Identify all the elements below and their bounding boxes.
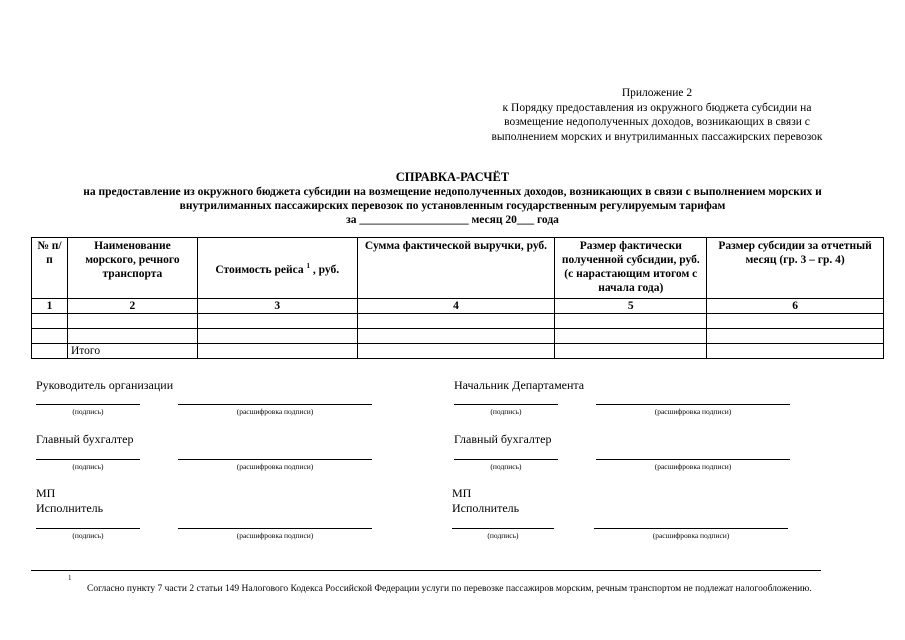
table-cell[interactable] — [357, 314, 555, 329]
table-cell[interactable] — [197, 329, 357, 344]
header-received-subsidy: Размер фактически полученной субсидии, руб. (с нарастающим итогом с начала года) — [555, 238, 707, 299]
signature-line — [36, 404, 140, 405]
decode-line — [594, 528, 788, 529]
caption-signature: (подпись) — [72, 531, 104, 540]
table-cell[interactable] — [32, 314, 68, 329]
table-cell[interactable] — [67, 314, 197, 329]
column-number: 2 — [67, 299, 197, 314]
chief-accountant-label: Главный бухгалтер — [36, 432, 134, 446]
caption-decode: (расшифровка подписи) — [652, 531, 730, 540]
footnote-mark: 1 — [68, 574, 72, 582]
table-row — [32, 314, 884, 329]
column-number: 6 — [707, 299, 884, 314]
decode-line — [178, 404, 372, 405]
document-subtitle — [0, 185, 905, 227]
table-cell[interactable] — [555, 314, 707, 329]
signature-line — [36, 528, 140, 529]
stamp-place-label: МП — [452, 486, 472, 500]
table-cell[interactable] — [555, 329, 707, 344]
table-cell[interactable] — [67, 329, 197, 344]
table-cell[interactable] — [707, 329, 884, 344]
column-number: 1 — [32, 299, 68, 314]
caption-decode: (расшифровка подписи) — [236, 462, 314, 471]
header-vessel-name: Наименование морского, речного транспорта — [67, 238, 197, 299]
caption-decode: (расшифровка подписи) — [654, 407, 732, 416]
header-actual-revenue: Сумма фактической выручки, руб. — [357, 238, 555, 299]
total-row — [32, 344, 884, 359]
caption-signature: (подпись) — [487, 531, 519, 540]
appendix-line-4: выполнением морских и внутрилиманных пассажирских перевозок — [491, 130, 823, 143]
caption-decode: (расшифровка подписи) — [236, 531, 314, 540]
decode-line — [596, 459, 790, 460]
header-number: № п/п — [32, 238, 68, 299]
appendix-line-1: Приложение 2 — [621, 87, 693, 99]
stamp-place-label: МП — [36, 486, 56, 500]
header-trip-cost-unit: , руб. — [312, 263, 340, 276]
caption-signature: (подпись) — [490, 462, 522, 471]
caption-signature: (подпись) — [72, 462, 104, 471]
executor-label: Исполнитель — [452, 501, 520, 515]
calculation-table — [31, 237, 884, 359]
signature-line — [454, 404, 558, 405]
table-cell[interactable] — [32, 344, 68, 359]
subtitle-line-2: внутрилиманных пассажирских перевозок по установленным государственным регулируемым тарифам — [179, 200, 726, 212]
table-cell[interactable] — [707, 314, 884, 329]
chief-accountant-label: Главный бухгалтер — [454, 432, 552, 446]
executor-label: Исполнитель — [36, 501, 104, 515]
column-number: 5 — [555, 299, 707, 314]
footnote-mark: 1 — [306, 262, 311, 271]
column-number: 3 — [197, 299, 357, 314]
appendix-block — [447, 86, 867, 144]
footnote-separator — [31, 570, 821, 571]
document-title: СПРАВКА-РАСЧЁТ — [395, 170, 510, 184]
signature-line — [452, 528, 554, 529]
table-row — [32, 329, 884, 344]
footnote-body: Согласно пункту 7 части 2 статьи 149 Налогового Кодекса Российской Федерации услуги по перевозке пассажиров морским, речным транспортом не подлежат налогообложению. — [87, 584, 812, 594]
total-label: Итого — [67, 344, 197, 359]
column-number: 4 — [357, 299, 555, 314]
head-org-label: Руководитель организации — [36, 378, 174, 392]
table-cell[interactable] — [197, 314, 357, 329]
caption-decode: (расшифровка подписи) — [654, 462, 732, 471]
column-number-row — [32, 299, 884, 314]
decode-line — [178, 459, 372, 460]
signature-line — [36, 459, 140, 460]
subtitle-line-1: на предоставление из окружного бюджета субсидии на возмещение недополученных доходов, возникающих в связи с выполнением морских и — [83, 186, 822, 198]
table-cell[interactable] — [32, 329, 68, 344]
subtitle-line-3: за ___________________ месяц 20___ года — [346, 214, 559, 226]
decode-line — [178, 528, 372, 529]
table-cell[interactable] — [357, 344, 555, 359]
appendix-line-3: возмещение недополученных доходов, возникающих в связи с — [504, 116, 810, 128]
caption-signature: (подпись) — [490, 407, 522, 416]
table-header-row — [32, 238, 884, 299]
table-cell[interactable] — [707, 344, 884, 359]
decode-line — [596, 404, 790, 405]
table-cell[interactable] — [197, 344, 357, 359]
header-monthly-subsidy: Размер субсидии за отчетный месяц (гр. 3 – гр. 4) — [707, 238, 884, 299]
appendix-line-2: к Порядку предоставления из окружного бюджета субсидии на — [502, 101, 812, 114]
footnote-text — [31, 583, 874, 595]
head-dept-label: Начальник Департамента — [454, 378, 585, 392]
table-cell[interactable] — [357, 329, 555, 344]
header-trip-cost — [197, 238, 357, 299]
header-trip-cost-label: Стоимость рейса — [215, 263, 304, 276]
caption-signature: (подпись) — [72, 407, 104, 416]
caption-decode: (расшифровка подписи) — [236, 407, 314, 416]
table-cell[interactable] — [555, 344, 707, 359]
signature-line — [454, 459, 558, 460]
